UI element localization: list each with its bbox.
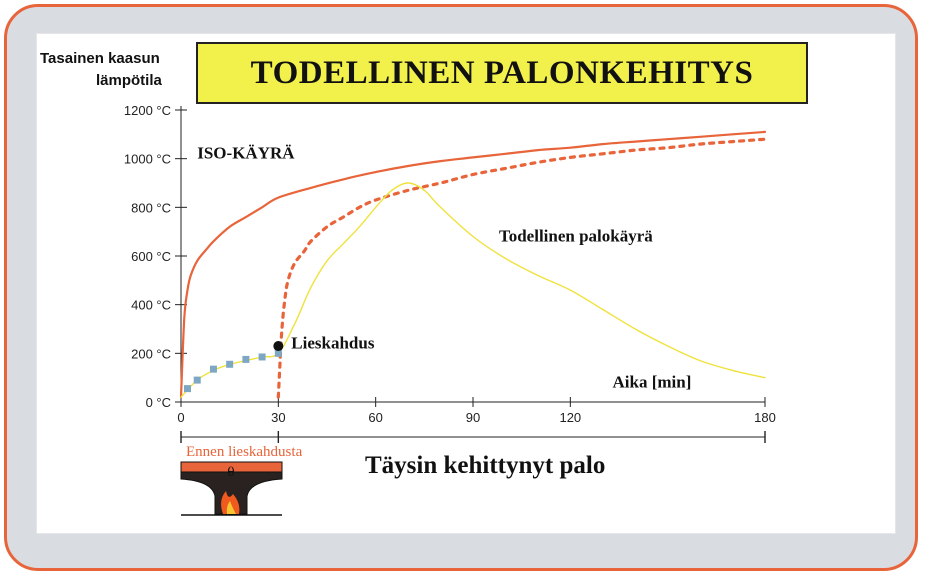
fire-room-icon [181, 462, 282, 515]
flashover-point [273, 341, 283, 351]
x-tick-label: 30 [271, 410, 286, 425]
pre-flashover-marker [259, 353, 266, 360]
phase-indicator [181, 431, 765, 515]
y-tick-label: 800 °C [131, 200, 171, 216]
real-fire-curve-line [181, 183, 765, 397]
iso-curve-label: ISO-KÄYRÄ [197, 143, 295, 163]
slide-title: TODELLINEN PALONKEHITYS [196, 42, 808, 104]
y-tick-label: 600 °C [131, 249, 171, 264]
pre-flashover-marker [194, 377, 201, 384]
pre-flashover-marker [226, 361, 233, 368]
y-tick-label: 200 °C [131, 346, 171, 362]
flashover-label: Lieskahdus [291, 333, 375, 353]
y-tick-label: 400 °C [131, 297, 171, 313]
pre-flashover-marker [210, 366, 217, 373]
y-axis-label-line1: Tasainen kaasun [40, 50, 160, 67]
x-axis-label: Aika [min] [612, 372, 692, 392]
x-tick-label: 180 [754, 410, 776, 425]
theta-symbol: θ [227, 465, 235, 479]
x-tick-label: 60 [368, 410, 383, 425]
before-flashover-label: Ennen lieskahdusta [186, 444, 303, 460]
x-tick-label: 0 [177, 410, 185, 425]
x-tick-label: 90 [465, 410, 481, 425]
pre-flashover-marker [242, 356, 249, 363]
y-tick-label: 0 °C [145, 395, 171, 410]
y-tick-label: 1000 °C [123, 151, 171, 167]
y-tick-label: 1200 °C [123, 103, 171, 118]
real-fire-curve-label: Todellinen palokäyrä [498, 226, 653, 246]
x-tick-label: 120 [559, 410, 582, 425]
pre-flashover-marker [184, 385, 191, 392]
y-axis-label-line2: lämpötila [96, 72, 162, 89]
fully-developed-fire-label: Täysin kehittynyt palo [365, 452, 606, 479]
chart-series [181, 132, 765, 397]
